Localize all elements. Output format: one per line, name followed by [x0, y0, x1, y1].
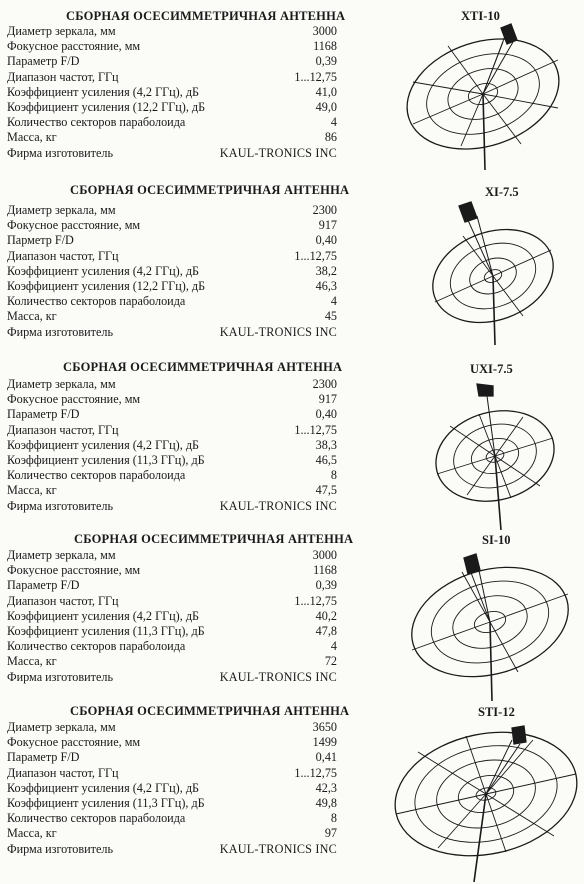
spec-list: [7, 377, 337, 514]
spec-row-gain-low: [7, 264, 337, 279]
antenna-model: SI-10: [482, 533, 511, 547]
satellite-dish-illustration: [388, 718, 582, 883]
spec-row-mass: [7, 130, 337, 145]
antenna-model: XTI-10: [461, 9, 500, 23]
spec-row-diameter: [7, 377, 337, 392]
spec-row-gain-low: [7, 781, 337, 796]
spec-row-focal-length: [7, 392, 337, 407]
spec-label: Коэффициент усиления (4,2 ГГц), дБ: [7, 780, 200, 795]
spec-label: Диаметр зеркала, мм: [7, 548, 116, 562]
spec-label: Диаметр зеркала, мм: [7, 720, 116, 734]
spec-value: 42,3: [315, 780, 337, 795]
antenna-title: СБОРНАЯ ОСЕСИММЕТРИЧНАЯ АНТЕННА: [63, 360, 343, 374]
spec-value: 1...12,75: [294, 422, 337, 437]
satellite-dish-illustration: [393, 22, 583, 172]
spec-value: 917: [318, 218, 337, 233]
spec-row-gain-low: [7, 438, 337, 453]
spec-row-diameter: [7, 203, 337, 218]
spec-value: 1168: [313, 39, 337, 54]
spec-label: Количество секторов параболоида: [7, 811, 186, 826]
satellite-dish-icon: [400, 548, 584, 703]
spec-label: Параметр F/D: [7, 578, 80, 593]
spec-label: Диапазон частот, ГГц: [7, 422, 119, 437]
spec-row-frequency: [7, 594, 337, 609]
spec-row-sectors: [7, 115, 337, 130]
spec-label: Параметр F/D: [7, 54, 80, 69]
spec-label: Фирма изготовитель: [7, 145, 114, 160]
spec-list: [7, 548, 337, 685]
spec-label: Диаметр зеркала, мм: [7, 203, 116, 217]
spec-value: 1...12,75: [294, 248, 337, 263]
spec-label: Фокусное расстояние, мм: [7, 735, 141, 750]
spec-label: Коэффициент усиления (12,2 ГГц), дБ: [7, 99, 206, 114]
spec-label: Коэффициент усиления (11,3 ГГц), дБ: [7, 795, 205, 810]
spec-row-f-d: [7, 750, 337, 765]
spec-value: 1168: [313, 563, 337, 578]
spec-list: [7, 720, 337, 857]
spec-value: 41,0: [315, 84, 337, 99]
spec-value: 4: [330, 639, 337, 654]
spec-label: Коэффициент усиления (4,2 ГГц), дБ: [7, 608, 200, 623]
spec-label: Коэффициент усиления (4,2 ГГц), дБ: [7, 437, 200, 452]
spec-row-diameter: [7, 720, 337, 735]
spec-row-mass: [7, 654, 337, 669]
spec-value: 46,3: [315, 278, 337, 293]
spec-value: 86: [324, 130, 337, 145]
spec-label: Коэффициент усиления (12,2 ГГц), дБ: [7, 278, 206, 293]
spec-value: 47,8: [315, 623, 337, 638]
antenna-model: UXI-7.5: [470, 362, 513, 376]
spec-value: 0,39: [315, 578, 337, 593]
spec-value: 4: [330, 294, 337, 309]
spec-label: Диаметр зеркала, мм: [7, 24, 116, 38]
satellite-dish-icon: [388, 718, 582, 883]
spec-row-sectors: [7, 468, 337, 483]
spec-value: 49,0: [315, 99, 337, 114]
spec-value: 1...12,75: [294, 765, 337, 780]
spec-row-manufacturer: [7, 325, 337, 340]
spec-row-manufacturer: [7, 842, 337, 857]
spec-value: 0,40: [315, 407, 337, 422]
spec-row-frequency: [7, 423, 337, 438]
spec-row-gain-low: [7, 85, 337, 100]
spec-label: Фирма изготовитель: [7, 498, 114, 513]
spec-row-focal-length: [7, 218, 337, 233]
satellite-dish-icon: [405, 200, 570, 345]
spec-value: 8: [330, 468, 337, 483]
spec-value: 2300: [312, 377, 337, 391]
spec-value: 45: [324, 309, 337, 324]
spec-label: Диаметр зеркала, мм: [7, 377, 116, 391]
spec-list: [7, 24, 337, 161]
spec-value: 3000: [312, 548, 337, 562]
spec-value: KAUL-TRONICS INC: [219, 324, 337, 339]
spec-row-mass: [7, 309, 337, 324]
spec-label: Коэффициент усиления (11,3 ГГц), дБ: [7, 452, 205, 467]
spec-row-sectors: [7, 639, 337, 654]
spec-row-diameter: [7, 24, 337, 39]
spec-label: Параметр F/D: [7, 750, 80, 765]
spec-row-gain-high: [7, 100, 337, 115]
spec-row-mass: [7, 826, 337, 841]
spec-label: Коэффициент усиления (11,3 ГГц), дБ: [7, 623, 205, 638]
spec-row-f-d: [7, 233, 337, 248]
spec-label: Диапазон частот, ГГц: [7, 248, 119, 263]
spec-label: Масса, кг: [7, 654, 57, 669]
spec-label: Фокусное расстояние, мм: [7, 39, 141, 54]
spec-label: Фокусное расстояние, мм: [7, 563, 141, 578]
spec-value: 40,2: [315, 608, 337, 623]
spec-label: Диапазон частот, ГГц: [7, 593, 119, 608]
spec-label: Фокусное расстояние, мм: [7, 392, 141, 407]
spec-row-frequency: [7, 249, 337, 264]
spec-value: 1...12,75: [294, 593, 337, 608]
spec-value: KAUL-TRONICS INC: [219, 841, 337, 856]
spec-row-manufacturer: [7, 670, 337, 685]
antenna-title: СБОРНАЯ ОСЕСИММЕТРИЧНАЯ АНТЕННА: [70, 704, 350, 718]
satellite-dish-illustration: [405, 200, 570, 345]
spec-value: 47,5: [315, 483, 337, 498]
satellite-dish-illustration: [400, 548, 584, 703]
spec-list: [7, 203, 337, 340]
spec-label: Масса, кг: [7, 130, 57, 145]
spec-label: Диапазон частот, ГГц: [7, 69, 119, 84]
spec-label: Количество секторов параболоида: [7, 115, 186, 130]
spec-value: 97: [324, 826, 337, 841]
spec-label: Фирма изготовитель: [7, 841, 114, 856]
spec-row-gain-high: [7, 453, 337, 468]
spec-value: 0,39: [315, 54, 337, 69]
spec-value: 38,3: [315, 437, 337, 452]
spec-row-sectors: [7, 294, 337, 309]
antenna-title: СБОРНАЯ ОСЕСИММЕТРИЧНАЯ АНТЕННА: [74, 532, 354, 546]
spec-row-f-d: [7, 54, 337, 69]
spec-value: 0,40: [315, 233, 337, 248]
spec-row-focal-length: [7, 735, 337, 750]
spec-value: KAUL-TRONICS INC: [219, 145, 337, 160]
spec-value: 3000: [312, 24, 337, 38]
spec-value: 4: [330, 115, 337, 130]
spec-row-sectors: [7, 811, 337, 826]
spec-value: 8: [330, 811, 337, 826]
spec-label: Диапазон частот, ГГц: [7, 765, 119, 780]
spec-value: 1...12,75: [294, 69, 337, 84]
spec-label: Количество секторов параболоида: [7, 468, 186, 483]
spec-label: Парметр F/D: [7, 233, 74, 248]
spec-label: Количество секторов параболоида: [7, 639, 186, 654]
spec-value: 38,2: [315, 263, 337, 278]
spec-row-gain-high: [7, 796, 337, 811]
spec-label: Фирма изготовитель: [7, 669, 114, 684]
antenna-title: СБОРНАЯ ОСЕСИММЕТРИЧНАЯ АНТЕННА: [70, 183, 350, 197]
antenna-model: XI-7.5: [485, 185, 519, 199]
spec-label: Количество секторов параболоида: [7, 294, 186, 309]
spec-label: Масса, кг: [7, 483, 57, 498]
spec-row-frequency: [7, 70, 337, 85]
spec-row-manufacturer: [7, 499, 337, 514]
satellite-dish-icon: [415, 382, 575, 532]
spec-row-focal-length: [7, 563, 337, 578]
spec-row-frequency: [7, 766, 337, 781]
spec-value: 917: [318, 392, 337, 407]
spec-row-focal-length: [7, 39, 337, 54]
spec-label: Фокусное расстояние, мм: [7, 218, 141, 233]
spec-value: 0,41: [315, 750, 337, 765]
spec-label: Фирма изготовитель: [7, 324, 114, 339]
antenna-title: СБОРНАЯ ОСЕСИММЕТРИЧНАЯ АНТЕННА: [66, 9, 346, 23]
spec-label: Масса, кг: [7, 309, 57, 324]
spec-value: 3650: [312, 720, 337, 734]
spec-row-diameter: [7, 548, 337, 563]
antenna-model: STI-12: [478, 705, 515, 719]
spec-row-gain-high: [7, 624, 337, 639]
spec-value: 2300: [312, 203, 337, 217]
satellite-dish-icon: [393, 22, 583, 172]
spec-row-f-d: [7, 578, 337, 593]
satellite-dish-illustration: [415, 382, 575, 532]
spec-value: 72: [324, 654, 337, 669]
spec-label: Коэффициент усиления (4,2 ГГц), дБ: [7, 84, 200, 99]
spec-label: Масса, кг: [7, 826, 57, 841]
spec-label: Коэффициент усиления (4,2 ГГц), дБ: [7, 263, 200, 278]
spec-value: 1499: [312, 735, 337, 750]
spec-row-f-d: [7, 407, 337, 422]
spec-row-mass: [7, 483, 337, 498]
spec-label: Параметр F/D: [7, 407, 80, 422]
spec-row-gain-low: [7, 609, 337, 624]
spec-value: 49,8: [315, 795, 337, 810]
spec-value: KAUL-TRONICS INC: [219, 498, 337, 513]
spec-row-manufacturer: [7, 146, 337, 161]
spec-value: KAUL-TRONICS INC: [219, 669, 337, 684]
spec-row-gain-high: [7, 279, 337, 294]
spec-value: 46,5: [315, 452, 337, 467]
